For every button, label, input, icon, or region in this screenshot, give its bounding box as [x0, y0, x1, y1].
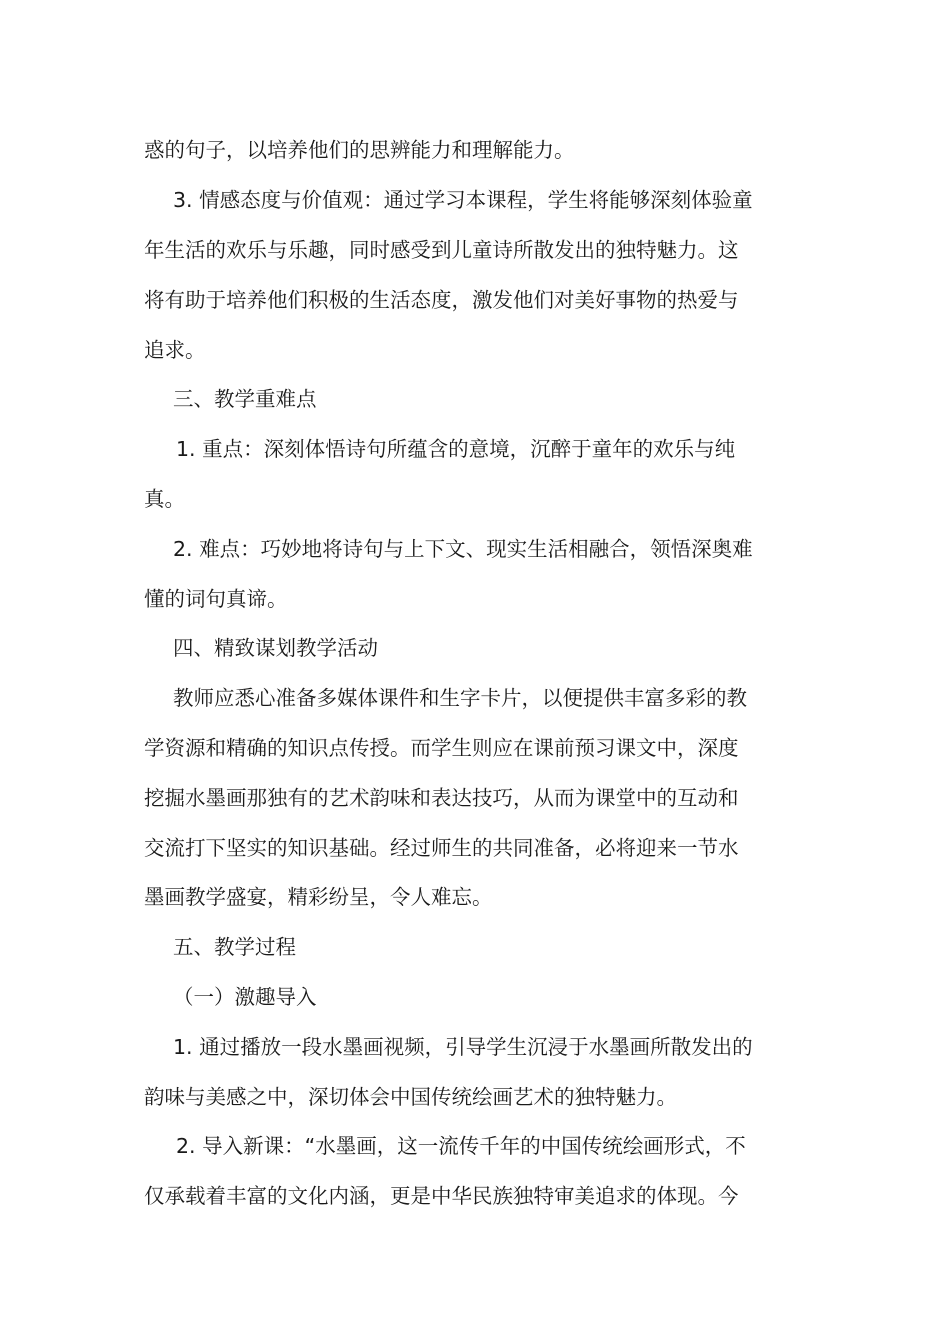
paragraph-line: 学资源和精确的知识点传授。而学生则应在课前预习课文中，深度: [144, 736, 739, 760]
paragraph-line: 教师应悉心准备多媒体课件和生字卡片，以便提供丰富多彩的教: [173, 686, 747, 710]
paragraph-line: 1. 通过播放一段水墨画视频，引导学生沉浸于水墨画所散发出的: [173, 1035, 753, 1059]
section-heading: 四、精致谋划教学活动: [173, 636, 378, 660]
subsection-heading: （一）激趣导入: [173, 985, 317, 1009]
paragraph-line: 交流打下坚实的知识基础。经过师生的共同准备，必将迎来一节水: [144, 836, 739, 860]
paragraph-line: 墨画教学盛宴，精彩纷呈，令人难忘。: [144, 885, 493, 909]
paragraph-line: 懂的词句真谛。: [144, 587, 288, 611]
paragraph-line: 2. 难点：巧妙地将诗句与上下文、现实生活相融合，领悟深奥难: [173, 537, 753, 561]
paragraph-line: 真。: [144, 487, 185, 511]
section-heading: 五、教学过程: [173, 935, 296, 959]
paragraph-line: 惑的句子，以培养他们的思辨能力和理解能力。: [144, 138, 575, 162]
paragraph-line: 挖掘水墨画那独有的艺术韵味和表达技巧，从而为课堂中的互动和: [144, 786, 739, 810]
section-heading: 三、教学重难点: [173, 387, 317, 411]
paragraph-line: 韵味与美感之中，深切体会中国传统绘画艺术的独特魅力。: [144, 1085, 677, 1109]
paragraph-line: 追求。: [144, 338, 206, 362]
paragraph-line: 3. 情感态度与价值观：通过学习本课程，学生将能够深刻体验童: [173, 188, 753, 212]
paragraph-line: 仅承载着丰富的文化内涵，更是中华民族独特审美追求的体现。今: [144, 1184, 739, 1208]
paragraph-line: 1. 重点：深刻体悟诗句所蕴含的意境，沉醉于童年的欢乐与纯: [176, 437, 736, 461]
paragraph-line: 年生活的欢乐与乐趣，同时感受到儿童诗所散发出的独特魅力。这: [144, 238, 739, 262]
paragraph-line: 将有助于培养他们积极的生活态度，激发他们对美好事物的热爱与: [144, 288, 739, 312]
paragraph-line: 2. 导入新课：“水墨画，这一流传千年的中国传统绘画形式，不: [176, 1134, 746, 1158]
